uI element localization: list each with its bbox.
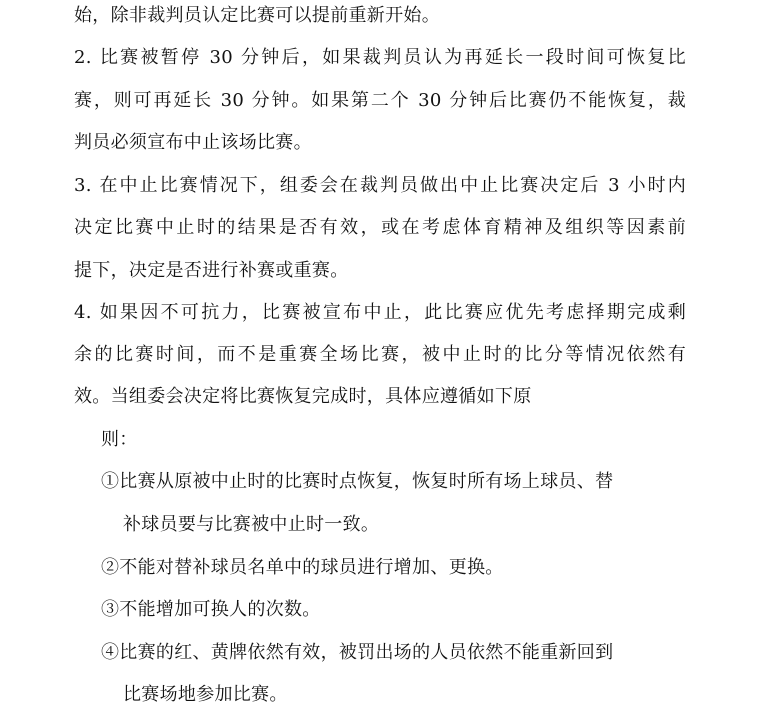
text-line: 始，除非裁判员认定比赛可以提前重新开始。 [74, 5, 440, 26]
list-item: ①比赛从原被中止时的比赛时点恢复，恢复时所有场上球员、替 [101, 471, 614, 492]
text-line: 则： [101, 429, 138, 450]
list-item: ③不能增加可换人的次数。 [101, 599, 321, 620]
text-line: 提下，决定是否进行补赛或重赛。 [74, 260, 349, 281]
text-line: 2. 比赛被暂停 30 分钟后，如果裁判员认为再延长一段时间可恢复比 [74, 47, 686, 68]
list-item-continuation: 补球员要与比赛被中止时一致。 [123, 514, 380, 535]
text-line: 余的比赛时间，而不是重赛全场比赛，被中止时的比分等情况依然有 [74, 344, 686, 365]
text-line: 4. 如果因不可抗力，比赛被宣布中止，此比赛应优先考虑择期完成剩 [74, 302, 686, 323]
list-item: ④比赛的红、黄牌依然有效，被罚出场的人员依然不能重新回到 [101, 642, 614, 663]
text-line: 决定比赛中止时的结果是否有效，或在考虑体育精神及组织等因素前 [74, 217, 686, 238]
text-line: 效。当组委会决定将比赛恢复完成时，具体应遵循如下原 [74, 386, 532, 407]
text-line: 判员必须宣布中止该场比赛。 [74, 132, 312, 153]
list-item-continuation: 比赛场地参加比赛。 [123, 684, 288, 705]
text-line: 赛，则可再延长 30 分钟。如果第二个 30 分钟后比赛仍不能恢复，裁 [74, 90, 686, 111]
text-line: 3. 在中止比赛情况下，组委会在裁判员做出中止比赛决定后 3 小时内 [74, 175, 686, 196]
list-item: ②不能对替补球员名单中的球员进行增加、更换。 [101, 557, 504, 578]
